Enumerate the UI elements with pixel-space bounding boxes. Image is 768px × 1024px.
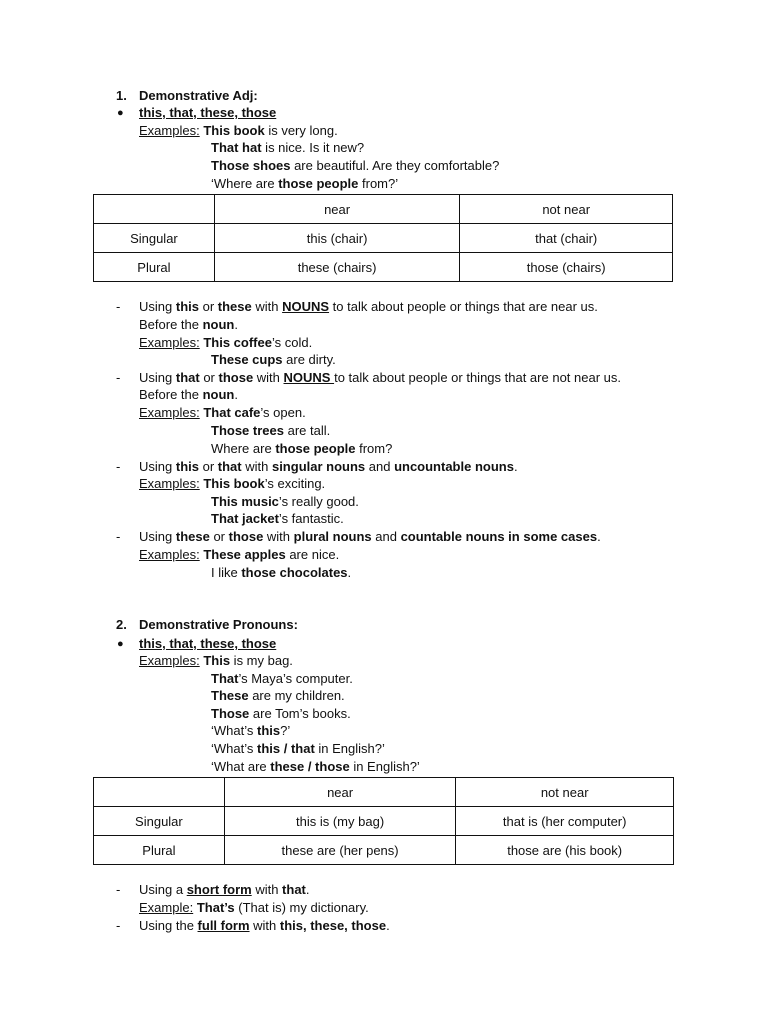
table-row (94, 807, 674, 836)
section1-heading: Demonstrative Adj: (139, 88, 258, 103)
dash-marker: - (116, 370, 121, 385)
section2-number: 2. (116, 617, 127, 632)
table-row (94, 836, 674, 865)
table-cell: Plural (94, 253, 215, 282)
example-line: Those trees are tall. (211, 423, 331, 438)
table-cell: not near (456, 778, 674, 807)
example-line: ‘What are these / those in English?’ (211, 759, 420, 774)
example-line: Examples: These apples are nice. (139, 547, 340, 562)
note-line: Using a short form with that. (139, 882, 310, 897)
table-cell: these (chairs) (214, 253, 460, 282)
note-line: Using this or these with NOUNS to talk about people or things that are near us. (139, 299, 598, 314)
example-line: Where are those people from? (211, 441, 393, 456)
section1-bullet: this, that, these, those (139, 105, 277, 120)
table-cell: near (224, 778, 456, 807)
example-line: Examples: This coffee’s cold. (139, 335, 313, 350)
example-line: Examples: This book is very long. (139, 123, 338, 138)
example-line: Examples: This is my bag. (139, 653, 293, 668)
table-cell: not near (460, 195, 673, 224)
table-cell: that (chair) (460, 224, 673, 253)
table-cell: those (chairs) (460, 253, 673, 282)
dash-marker: - (116, 299, 121, 314)
examples-label: Examples: (139, 123, 200, 138)
table-cell: Singular (94, 807, 225, 836)
examples-label: Examples: (139, 547, 200, 562)
example-line: Examples: That cafe’s open. (139, 405, 306, 420)
note-line: Before the noun. (139, 387, 238, 402)
note-line: Using this or that with singular nouns and uncountable nouns. (139, 459, 518, 474)
section1-number: 1. (116, 88, 127, 103)
table-cell (94, 195, 215, 224)
dash-marker: - (116, 459, 121, 474)
table-header-row (94, 195, 673, 224)
note-line: Using the full form with this, these, those. (139, 918, 390, 933)
examples-label: Examples: (139, 335, 200, 350)
examples-label: Example: (139, 900, 194, 915)
table-row (94, 224, 673, 253)
examples-label: Examples: (139, 476, 200, 491)
table-cell: these are (her pens) (224, 836, 456, 865)
dash-marker: - (116, 918, 121, 933)
dash-marker: - (116, 529, 121, 544)
dash-marker: - (116, 882, 121, 897)
table-cell: that is (her computer) (456, 807, 674, 836)
table-cell: this (chair) (214, 224, 460, 253)
table-cell: those are (his book) (456, 836, 674, 865)
table-cell: near (214, 195, 460, 224)
example-line: That jacket’s fantastic. (211, 511, 344, 526)
example-line: ‘Where are those people from?’ (211, 176, 399, 191)
bullet-icon: ● (117, 638, 124, 650)
note-line: Using these or those with plural nouns and countable nouns in some cases. (139, 529, 601, 544)
example-line: These cups are dirty. (211, 352, 336, 367)
note-line: Before the noun. (139, 317, 238, 332)
example-line: That’s Maya’s computer. (211, 671, 353, 686)
table-cell (94, 778, 225, 807)
example-line: That hat is nice. Is it new? (211, 140, 365, 155)
table-header-row (94, 778, 674, 807)
example-line: Those are Tom’s books. (211, 706, 351, 721)
table-cell: this is (my bag) (224, 807, 456, 836)
example-line: ‘What’s this?’ (211, 723, 291, 738)
example-line: I like those chocolates. (211, 565, 352, 580)
table-cell: Plural (94, 836, 225, 865)
demonstrative-adj-table (93, 194, 673, 282)
section2-heading: Demonstrative Pronouns: (139, 617, 298, 632)
section2-bullet: this, that, these, those (139, 636, 277, 651)
bullet-icon: ● (117, 107, 124, 119)
example-line: ‘What’s this / that in English?’ (211, 741, 385, 756)
example-line: Those shoes are beautiful. Are they comfortable? (211, 158, 500, 173)
demonstrative-pronoun-table (93, 777, 674, 865)
example-line: Examples: This book’s exciting. (139, 476, 326, 491)
examples-label: Examples: (139, 653, 200, 668)
note-line: Using that or those with NOUNS to talk about people or things that are not near us. (139, 370, 621, 385)
example-line: This music’s really good. (211, 494, 359, 509)
examples-label: Examples: (139, 405, 200, 420)
example-line: These are my children. (211, 688, 345, 703)
example-line: Example: That’s (That is) my dictionary. (139, 900, 369, 915)
table-row (94, 253, 673, 282)
table-cell: Singular (94, 224, 215, 253)
